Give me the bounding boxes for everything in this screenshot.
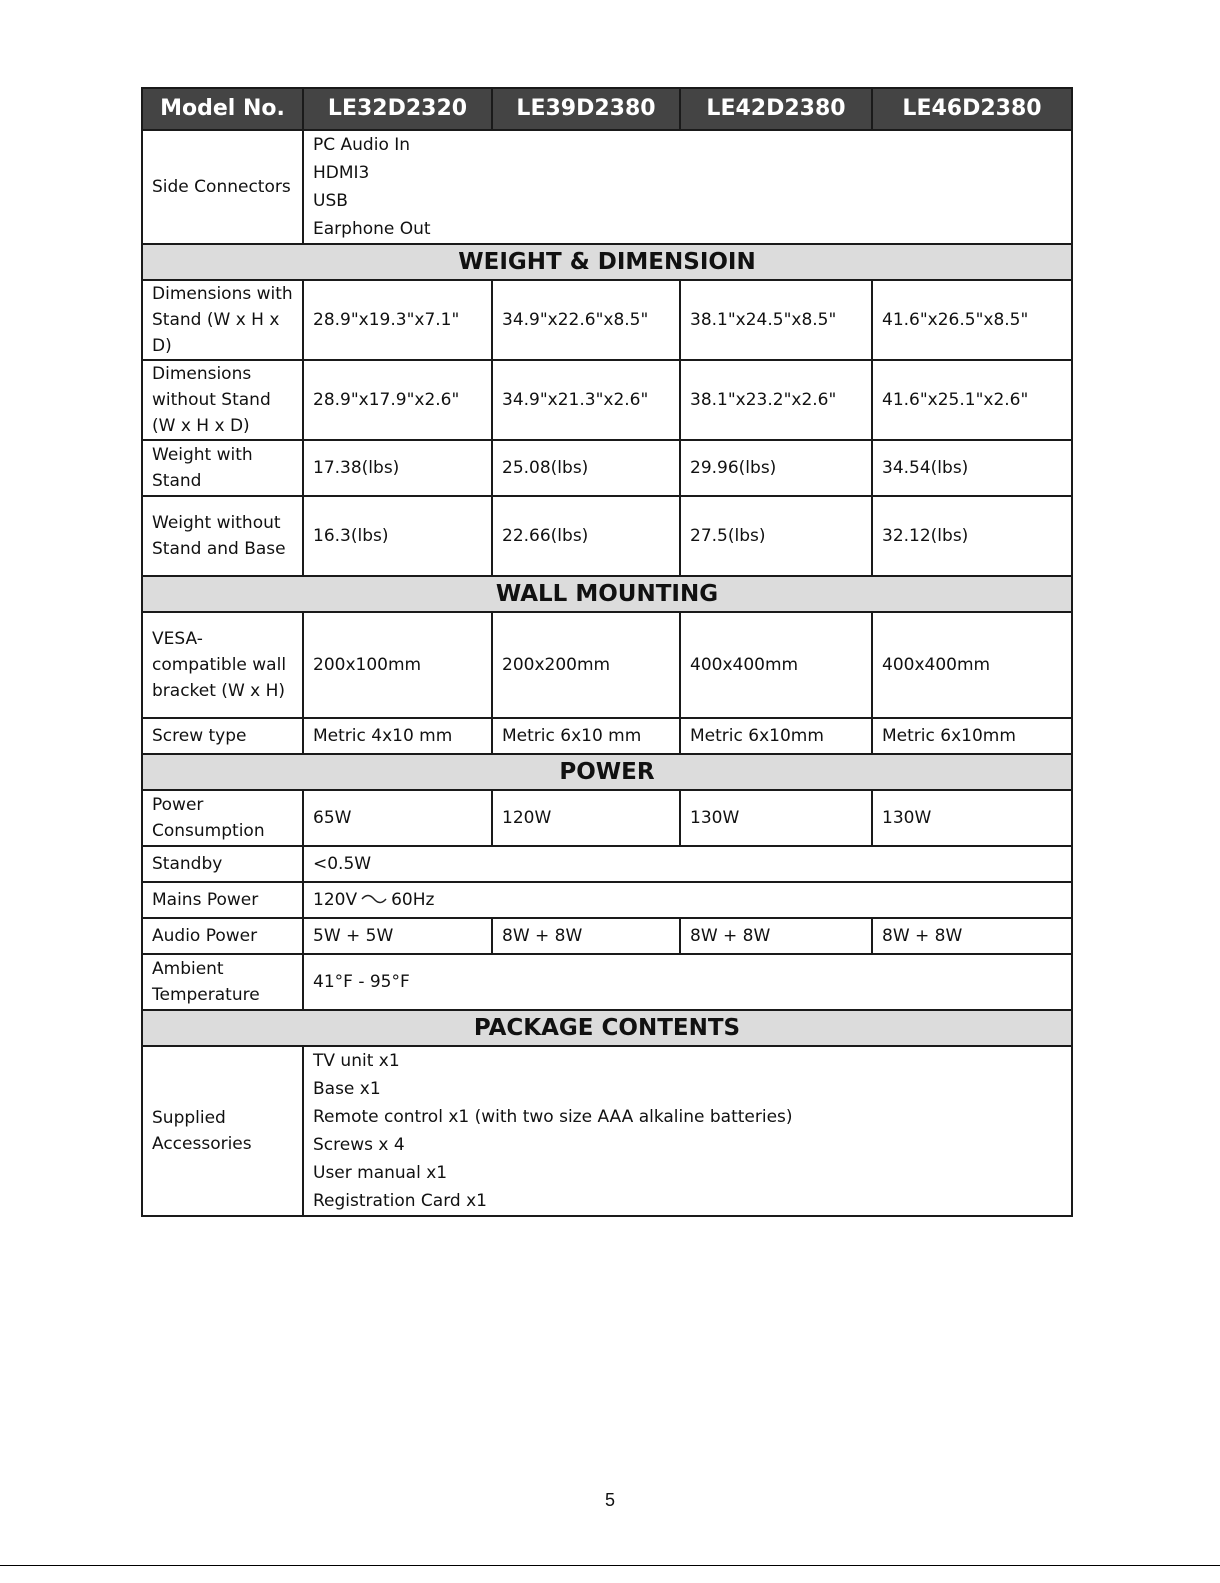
vesa-value: 400x400mm (680, 612, 872, 718)
model-1: LE32D2320 (303, 88, 492, 130)
model-label: Model No. (142, 88, 303, 130)
audio-label: Audio Power (142, 918, 303, 954)
dims-with-stand-value: 28.9"x19.3"x7.1" (303, 280, 492, 360)
section-weight-row (142, 244, 1072, 280)
page-bottom-rule (0, 1565, 1220, 1566)
dims-without-stand-value: 34.9"x21.3"x2.6" (492, 360, 680, 440)
dims-with-stand-label: Dimensions with Stand (W x H x D) (142, 280, 303, 360)
power-consumption-value: 65W (303, 790, 492, 846)
ambient-label: Ambient Temperature (142, 954, 303, 1010)
model-3: LE42D2380 (680, 88, 872, 130)
ac-wave-icon (361, 887, 387, 913)
accessory-item: Screws x 4 (313, 1135, 405, 1155)
accessories-row (142, 1046, 1072, 1216)
power-consumption-row (142, 790, 1072, 846)
ambient-value: 41°F - 95°F (303, 954, 1072, 1010)
vesa-value: 200x200mm (492, 612, 680, 718)
connector-item: HDMI3 (313, 163, 370, 183)
vesa-row (142, 612, 1072, 718)
weight-with-stand-value: 34.54(lbs) (872, 440, 1072, 496)
section-power-title: POWER (142, 754, 1072, 790)
standby-label: Standby (142, 846, 303, 882)
weight-with-stand-value: 29.96(lbs) (680, 440, 872, 496)
dims-without-stand-label: Dimensions without Stand (W x H x D) (142, 360, 303, 440)
accessory-item: User manual x1 (313, 1163, 448, 1183)
power-consumption-value: 120W (492, 790, 680, 846)
standby-row (142, 846, 1072, 882)
weight-without-stand-value: 32.12(lbs) (872, 496, 1072, 576)
spec-table (141, 87, 1073, 1217)
power-consumption-label: Power Consumption (142, 790, 303, 846)
vesa-value: 400x400mm (872, 612, 1072, 718)
vesa-label: VESA-compatible wall bracket (W x H) (142, 612, 303, 718)
screw-label: Screw type (142, 718, 303, 754)
connector-item: USB (313, 191, 348, 211)
section-package-title: PACKAGE CONTENTS (142, 1010, 1072, 1046)
standby-value: <0.5W (303, 846, 1072, 882)
audio-value: 5W + 5W (303, 918, 492, 954)
section-power-row (142, 754, 1072, 790)
weight-with-stand-value: 17.38(lbs) (303, 440, 492, 496)
dims-without-stand-value: 41.6"x25.1"x2.6" (872, 360, 1072, 440)
side-connectors-label: Side Connectors (142, 130, 303, 244)
screw-value: Metric 6x10mm (872, 718, 1072, 754)
section-wall-row (142, 576, 1072, 612)
mains-value (303, 882, 1072, 918)
accessory-item: Base x1 (313, 1079, 381, 1099)
screw-value: Metric 4x10 mm (303, 718, 492, 754)
weight-with-stand-row (142, 440, 1072, 496)
accessory-item: TV unit x1 (313, 1051, 400, 1071)
mains-voltage: 120V (313, 890, 358, 910)
connector-item: Earphone Out (313, 219, 431, 239)
mains-frequency: 60Hz (391, 890, 435, 910)
weight-without-stand-row (142, 496, 1072, 576)
accessory-item: Registration Card x1 (313, 1191, 487, 1211)
dims-without-stand-value: 38.1"x23.2"x2.6" (680, 360, 872, 440)
dims-with-stand-value: 41.6"x26.5"x8.5" (872, 280, 1072, 360)
dims-with-stand-value: 38.1"x24.5"x8.5" (680, 280, 872, 360)
section-package-row (142, 1010, 1072, 1046)
side-connectors-list (303, 130, 1072, 244)
screw-value: Metric 6x10 mm (492, 718, 680, 754)
page-number: 5 (604, 1490, 615, 1510)
weight-without-stand-value: 27.5(lbs) (680, 496, 872, 576)
dims-without-stand-value: 28.9"x17.9"x2.6" (303, 360, 492, 440)
accessory-item: Remote control x1 (with two size AAA alkaline batteries) (313, 1107, 793, 1127)
model-4: LE46D2380 (872, 88, 1072, 130)
power-consumption-value: 130W (872, 790, 1072, 846)
mains-label: Mains Power (142, 882, 303, 918)
weight-without-stand-value: 22.66(lbs) (492, 496, 680, 576)
vesa-value: 200x100mm (303, 612, 492, 718)
dims-with-stand-value: 34.9"x22.6"x8.5" (492, 280, 680, 360)
connector-item: PC Audio In (313, 135, 411, 155)
screw-row (142, 718, 1072, 754)
screw-value: Metric 6x10mm (680, 718, 872, 754)
audio-value: 8W + 8W (680, 918, 872, 954)
mains-row (142, 882, 1072, 918)
weight-with-stand-value: 25.08(lbs) (492, 440, 680, 496)
audio-value: 8W + 8W (872, 918, 1072, 954)
accessories-label: Supplied Accessories (142, 1046, 303, 1216)
section-weight-title: WEIGHT & DIMENSIOIN (142, 244, 1072, 280)
model-2: LE39D2380 (492, 88, 680, 130)
weight-without-stand-value: 16.3(lbs) (303, 496, 492, 576)
weight-without-stand-label: Weight without Stand and Base (142, 496, 303, 576)
dims-without-stand-row (142, 360, 1072, 440)
ambient-row (142, 954, 1072, 1010)
weight-with-stand-label: Weight with Stand (142, 440, 303, 496)
accessories-list (303, 1046, 1072, 1216)
power-consumption-value: 130W (680, 790, 872, 846)
dims-with-stand-row (142, 280, 1072, 360)
section-wall-title: WALL MOUNTING (142, 576, 1072, 612)
side-connectors-row (142, 130, 1072, 244)
header-row (142, 88, 1072, 130)
audio-row (142, 918, 1072, 954)
audio-value: 8W + 8W (492, 918, 680, 954)
